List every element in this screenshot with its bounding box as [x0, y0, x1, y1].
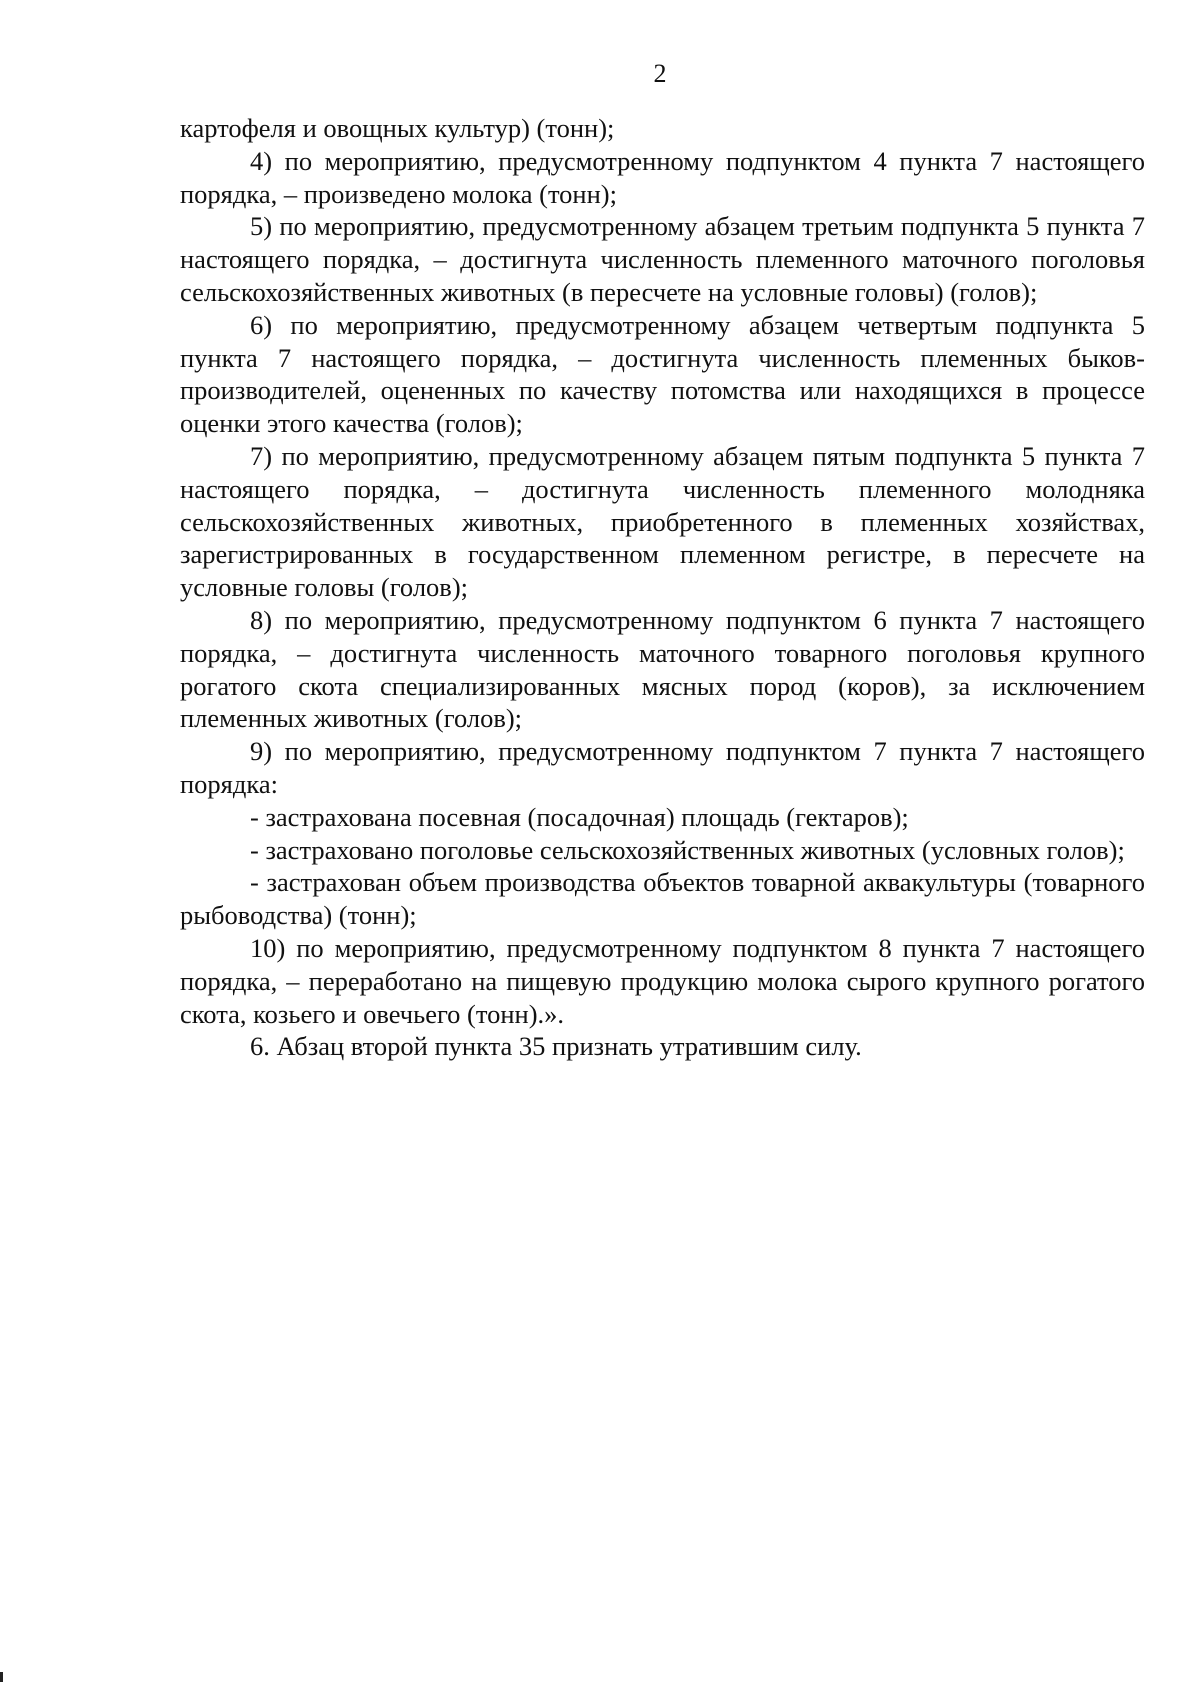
paragraph-item-4: 4) по мероприятию, предусмотренному подпунктом 4 пункта 7 настоящего порядка, – произведено молока (тонн); — [180, 145, 1145, 209]
paragraph-item-5: 5) по мероприятию, предусмотренному абзацем третьим подпункта 5 пункта 7 настоящего порядка, – достигнута численность племенного маточного поголовья сельскохозяйственных животных (в пересчете на условные головы) (голов); — [180, 211, 1145, 307]
paragraph-item-9-sub-2: - застраховано поголовье сельскохозяйственных животных (условных голов); — [250, 834, 1125, 865]
paragraph-item-7: 7) по мероприятию, предусмотренному абзацем пятым подпункта 5 пункта 7 настоящего порядка, – достигнута численность племенного молодняка сельскохозяйственных животных, приобретенного в племенных хозяйствах, зарегистрированных в государственном племенном регистре, в пересчете на условные головы (голов); — [180, 440, 1145, 603]
paragraph-item-9-sub-1: - застрахована посевная (посадочная) площадь (гектаров); — [250, 801, 909, 832]
paragraph-item-8: 8) по мероприятию, предусмотренному подпунктом 6 пункта 7 настоящего порядка, – достигнута численность маточного товарного поголовья крупного рогатого скота специализированных мясных пород (коров), за исключением племенных животных (голов); — [180, 604, 1145, 734]
paragraph-continuation: картофеля и овощных культур) (тонн); — [180, 113, 615, 143]
document-body — [180, 112, 1145, 1063]
paragraph-item-6: 6) по мероприятию, предусмотренному абзацем четвертым подпункта 5 пункта 7 настоящего порядка, – достигнута численность племенных быков-производителей, оцененных по качеству потомства или находящихся в процессе оценки этого качества (голов); — [180, 309, 1145, 439]
paragraph-item-9: 9) по мероприятию, предусмотренному подпунктом 7 пункта 7 настоящего порядка: — [180, 736, 1145, 799]
paragraph-item-9-sub-3: - застрахован объем производства объектов товарной аквакультуры (товарного рыбоводства) (тонн); — [180, 867, 1145, 931]
page-number: 2 — [653, 59, 667, 88]
paragraph-item-10: 10) по мероприятию, предусмотренному подпунктом 8 пункта 7 настоящего порядка, – переработано на пищевую продукцию молока сырого крупного рогатого скота, козьего и овечьего (тонн).». — [180, 932, 1145, 1029]
scan-artifact — [0, 1672, 3, 1682]
paragraph-point-6: 6. Абзац второй пункта 35 признать утратившим силу. — [250, 1031, 862, 1062]
